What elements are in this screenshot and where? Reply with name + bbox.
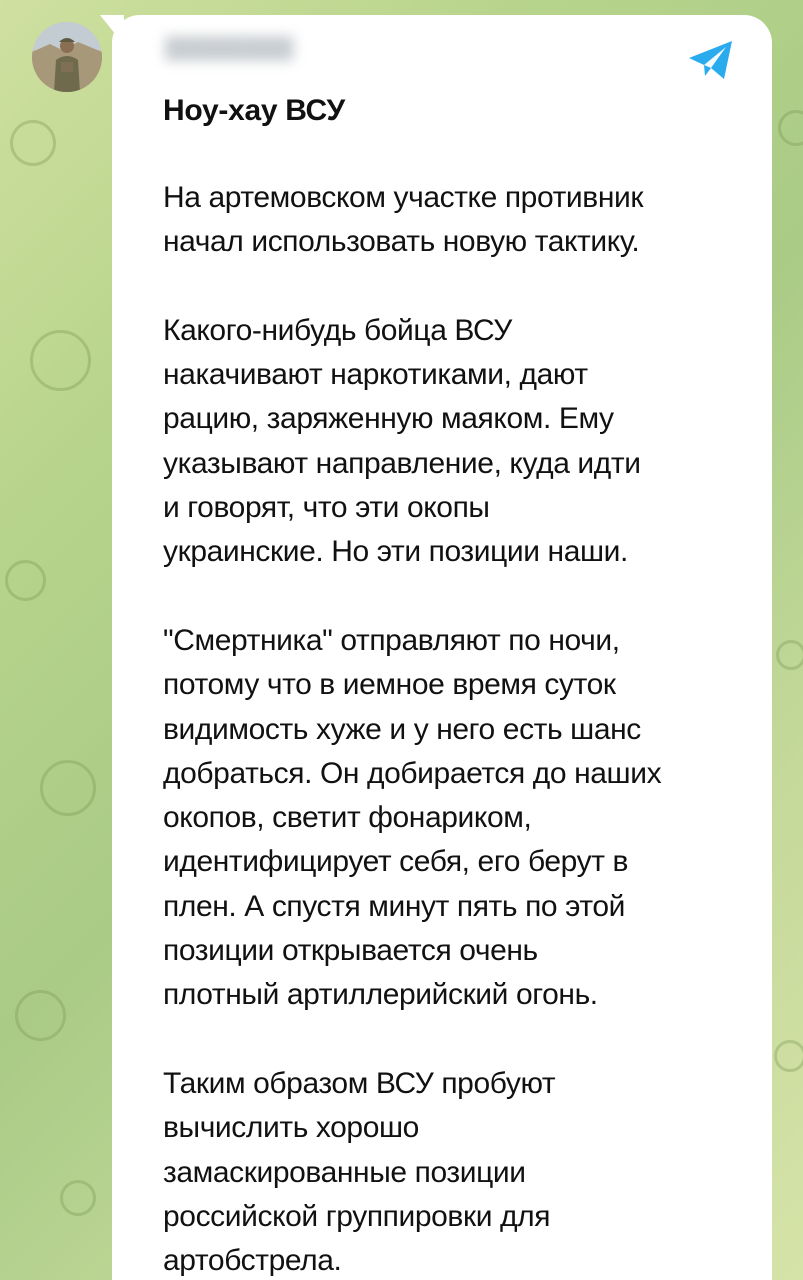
text-line: артобстрела.	[163, 1244, 342, 1278]
wallpaper-doodle	[778, 110, 803, 146]
text-line: российской группировки для	[163, 1199, 551, 1233]
channel-name[interactable]: ▓▓▓▓▓▓▓▓	[165, 34, 294, 59]
telegram-icon[interactable]	[686, 38, 736, 82]
wallpaper-doodle	[60, 1180, 96, 1216]
wallpaper-doodle	[40, 760, 96, 816]
wallpaper-doodle	[10, 120, 56, 166]
wallpaper-doodle	[30, 330, 91, 391]
text-line: плен. А спустя минут пять по этой	[163, 889, 626, 923]
wallpaper-doodle	[776, 640, 803, 670]
text-line: видимость хуже и у него есть шанс	[163, 712, 641, 746]
post-paragraph	[163, 619, 763, 1018]
text-line: украинские. Но эти позиции наши.	[163, 535, 628, 569]
text-line: идентифицирует себя, его берут в	[163, 845, 629, 879]
text-line: плотный артиллерийский огонь.	[163, 978, 598, 1012]
text-line: и говорят, что эти окопы	[163, 491, 490, 525]
text-line: "Смертника" отправляют по ночи,	[163, 623, 620, 657]
post-paragraph	[163, 176, 763, 265]
avatar-photo-icon	[32, 22, 102, 92]
channel-avatar[interactable]	[32, 22, 102, 92]
text-line: рацию, заряженную маяком. Ему	[163, 402, 614, 436]
text-line: вычислить хорошо	[163, 1111, 419, 1145]
text-line: замаскированные позиции	[163, 1155, 526, 1189]
text-line: добраться. Он добирается до наших	[163, 756, 662, 790]
post-paragraph	[163, 1062, 763, 1280]
text-line: начал использовать новую тактику.	[163, 225, 640, 259]
text-line: На артемовском участке противник	[163, 181, 644, 214]
wallpaper-doodle	[15, 990, 66, 1041]
post-title: Ноу-хау ВСУ	[163, 94, 345, 127]
text-line: Таким образом ВСУ пробуют	[163, 1066, 556, 1100]
post-paragraph	[163, 309, 763, 575]
text-line: Какого-нибудь бойца ВСУ	[163, 313, 512, 347]
wallpaper-doodle	[774, 1040, 803, 1072]
text-line: указывают направление, куда идти	[163, 446, 641, 480]
text-line: окопов, светит фонариком,	[163, 801, 532, 835]
text-line: накачивают наркотиками, дают	[163, 358, 588, 392]
post-body	[163, 176, 763, 1280]
text-line: позиции открывается очень	[163, 934, 538, 968]
wallpaper-doodle	[5, 560, 46, 601]
text-line: потому что в иемное время суток	[163, 668, 616, 702]
